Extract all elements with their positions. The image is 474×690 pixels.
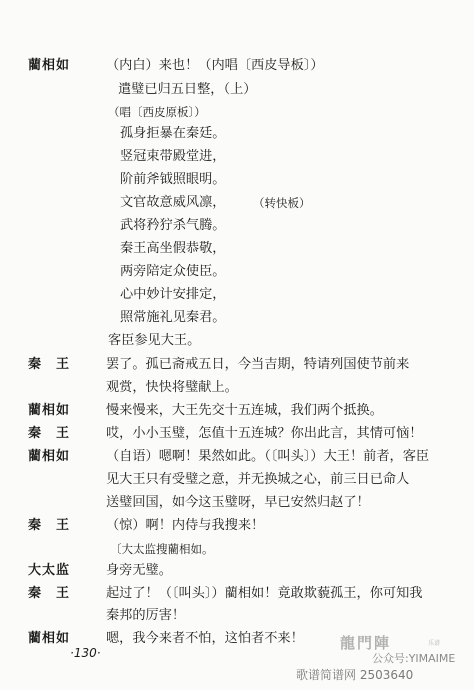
speaker-name: 藺相如 <box>28 631 71 646</box>
dialogue-text: 罢了。孤已斋戒五日，今当吉期，特请列国使节前来 <box>106 357 410 372</box>
script-line <box>28 560 454 582</box>
stage-direction: 〔大太监搜藺相如。 <box>110 542 214 556</box>
dialogue-text: 秦邦的厉害！ <box>106 608 186 623</box>
dialogue-text: （惊）啊！内侍与我搜来！ <box>106 518 265 533</box>
script-line <box>28 423 454 445</box>
dialogue-text: 嗯，我今来者不怕，这怕者不来！ <box>106 631 304 646</box>
speaker-name: 秦 王 <box>28 357 71 372</box>
dialogue-text: 哎，小小玉璧，怎值十五连城？你出此言，其情可恼！ <box>106 426 423 441</box>
script-line <box>28 307 454 329</box>
speaker-name: 秦 王 <box>28 586 71 601</box>
speaker-name: 藺相如 <box>28 403 71 418</box>
script-line <box>28 330 454 352</box>
speaker-name: 秦 王 <box>28 518 71 533</box>
verse-text: 武将矜狞杀气腾。 <box>120 218 226 233</box>
verse-text: 两旁陪定众使臣。 <box>120 264 226 279</box>
dialogue-text: （内白）来也！（内唱〔西皮导板〕） <box>106 58 324 73</box>
watermark-logo: 龍門陣 <box>340 634 392 652</box>
script-line <box>28 377 454 399</box>
script-line <box>28 492 454 514</box>
watermark-sub: 乐谱 <box>428 640 441 647</box>
script-line <box>28 169 454 191</box>
speaker-name: 藺相如 <box>28 449 71 464</box>
verse-text: 竖冠束带殿堂进， <box>120 149 226 164</box>
dialogue-text: 见大王只有受璧之意，并无换城之心，前三日已命人 <box>106 472 410 487</box>
script-line <box>28 55 454 77</box>
script-line <box>28 79 454 101</box>
dialogue-text: 客臣参见大王。 <box>108 333 201 348</box>
script-line <box>28 354 454 376</box>
script-line <box>28 400 454 422</box>
page-number: ·130· <box>70 646 101 660</box>
script-line <box>28 123 454 145</box>
verse-text: 文官故意威风凛， <box>120 195 226 210</box>
script-line <box>28 628 454 650</box>
dialogue-text: 遣璧已归五日整，（上） <box>118 82 257 97</box>
script-line <box>28 238 454 260</box>
script-line <box>28 538 454 560</box>
script-line <box>28 469 454 491</box>
speaker-name: 大太监 <box>28 563 71 578</box>
script-line <box>28 261 454 283</box>
verse-text: 照常施礼见秦君。 <box>120 310 226 325</box>
verse-text: 心中妙计安排定， <box>120 287 226 302</box>
speaker-name: 藺相如 <box>28 58 71 73</box>
script-line <box>28 284 454 306</box>
script-line <box>28 605 454 627</box>
script-line <box>28 101 454 123</box>
tempo-note: （转快板） <box>253 196 311 210</box>
dialogue-text: 起过了！（〔叫头〕）藺相如！竟敢欺藐孤王，你可知我 <box>106 586 423 601</box>
verse-text: 阶前斧钺照眼明。 <box>120 172 226 187</box>
script-line <box>28 192 454 214</box>
dialogue-text: （自语）嗯啊！果然如此。（〔叫头〕）大王！前者，客臣 <box>106 449 430 464</box>
speaker-name: 秦 王 <box>28 426 71 441</box>
dialogue-text: 送璧回国，如今这玉璧呀，早已安然归赵了！ <box>106 495 370 510</box>
stage-direction: （唱〔西皮原板〕） <box>108 105 206 119</box>
script-line <box>28 446 454 468</box>
watermark-site: 公众号:YIMAIME <box>372 652 456 665</box>
script-line <box>28 515 454 537</box>
verse-text: 孤身拒暴在秦廷。 <box>120 126 226 141</box>
script-line <box>28 215 454 237</box>
watermark-caption: 歌谱简谱网 2503640 <box>296 668 414 682</box>
dialogue-text: 慢来慢来，大王先交十五连城，我们两个抵换。 <box>106 403 383 418</box>
dialogue-text: 观赏，快快将璧献上。 <box>106 380 238 395</box>
verse-text: 秦王高坐假恭敬， <box>120 241 226 256</box>
dialogue-text: 身旁无璧。 <box>106 563 172 578</box>
script-line <box>28 146 454 168</box>
script-line <box>28 583 454 605</box>
